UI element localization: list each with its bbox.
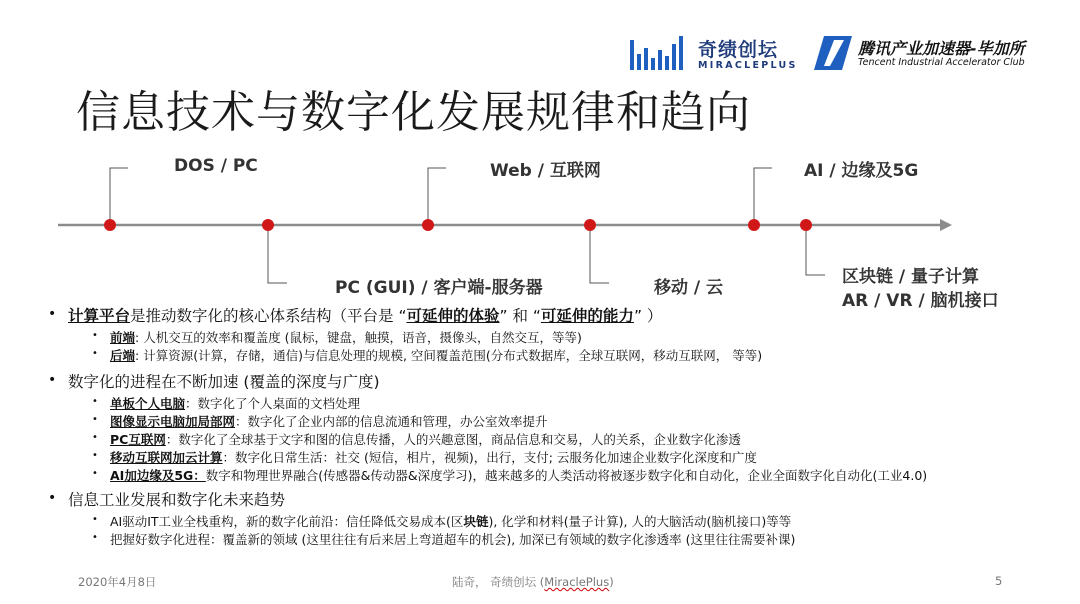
miracleplus-logo-en: MIRACLEPLUS [698, 60, 798, 71]
bullet-computing-platform: 计算平台是推动数字化的核心体系结构（平台是 “可延伸的体验” 和 “可延伸的能力” ） [68, 307, 663, 325]
timeline-dot [584, 219, 596, 231]
sub-bullet-ai-edge-5g: AI加边缘及5G：数字和物理世界融合(传感器&传动器&深度学习)，越来越多的人类活动将被逐步数字化和自动化，企业全面数字化自动化(工业4.0) [110, 468, 928, 483]
bullet-future-trends: 信息工业发展和数字化未来趋势 [68, 491, 286, 509]
sub-bullet-dot: • [92, 396, 98, 407]
timeline-label-pc-gui: PC (GUI) / 客户端-服务器 [335, 278, 543, 298]
sub-bullet-pc: 单板个人电脑：数字化了个人桌面的文档处理 [110, 396, 361, 411]
page-title: 信息技术与数字化发展规律和趋向 [76, 87, 751, 138]
sub-bullet-dot: • [92, 514, 98, 525]
sub-bullet-ai-driven: AI驱动IT工业全栈重构，新的数字化前沿：信任降低交易成本(区块链), 化学和材料(量子计算), 人的大脑活动(脑机接口)等等 [110, 514, 792, 529]
sub-bullet-mobile-cloud: 移动互联网加云计算：数字化日常生活：社交 (短信，相片，视频)，出行，支付; 云服务化加速企业数字化深度和广度 [110, 450, 757, 465]
sub-bullet-dot: • [92, 330, 98, 341]
sub-bullet-dot: • [92, 532, 98, 543]
sub-bullet-lan: 图像显示电脑加局部网：数字化了企业内部的信息流通和管理，办公室效率提升 [110, 414, 548, 429]
bullet-dot: • [48, 490, 57, 506]
miracleplus-logo-cn: 奇绩创坛 [698, 39, 779, 61]
sub-bullet-frontend: 前端: 人机交互的效率和覆盖度 (鼠标，键盘，触摸，语音，摄像头，自然交互，等等) [110, 330, 582, 345]
bracket-dos [110, 168, 128, 225]
timeline-dot [104, 219, 116, 231]
bracket-pc-gui [268, 225, 287, 283]
timeline [0, 0, 1080, 300]
sub-bullet-dot: • [92, 414, 98, 425]
bullet-digitization-progress: 数字化的进程在不断加速 (覆盖的深度与广度) [68, 373, 380, 391]
timeline-label-web: Web / 互联网 [490, 161, 601, 181]
timeline-label-ar-vr: AR / VR / 脑机接口 [842, 291, 999, 311]
sub-bullet-dot: • [92, 468, 98, 479]
timeline-dot [262, 219, 274, 231]
sub-bullet-grasp-progress: 把握好数字化进程：覆盖新的领域 (这里往往有后来居上弯道超车的机会), 加深已有领域的数字化渗透率 (这里往往需要补课) [110, 532, 796, 547]
bracket-ai [754, 168, 772, 225]
bracket-mobile [590, 225, 609, 283]
timeline-label-dos-pc: DOS / PC [174, 156, 258, 176]
timeline-dot [800, 219, 812, 231]
footer-date: 2020年4月8日 [78, 575, 157, 589]
sub-bullet-pc-internet: PC互联网：数字化了全球基于文字和图的信息传播，人的兴趣意图，商品信息和交易，人的关系，企业数字化渗透 [110, 432, 741, 447]
sub-bullet-dot: • [92, 450, 98, 461]
page-number: 5 [995, 574, 1003, 588]
timeline-label-blockchain: 区块链 / 量子计算 [842, 267, 980, 287]
bracket-web [428, 168, 446, 225]
timeline-label-mobile-cloud: 移动 / 云 [654, 278, 724, 298]
bullet-dot: • [48, 306, 57, 322]
timeline-label-ai: AI / 边缘及5G [804, 161, 919, 181]
tencent-logo-en: Tencent Industrial Accelerator Club [858, 57, 1025, 68]
footer-author: 陆奇， 奇绩创坛 (MiraclePlus) [452, 575, 614, 589]
timeline-arrow-icon [940, 219, 952, 231]
tencent-logo-cn: 腾讯产业加速器-毕加所 [858, 39, 1025, 58]
sub-bullet-dot: • [92, 432, 98, 443]
timeline-dot [748, 219, 760, 231]
sub-bullet-backend: 后端: 计算资源(计算，存储，通信)与信息处理的规模, 空间覆盖范围(分布式数据库，全球互联网，移动互联网， 等等) [110, 348, 763, 363]
bracket-blockchain [806, 225, 825, 275]
timeline-dot [422, 219, 434, 231]
sub-bullet-dot: • [92, 348, 98, 359]
bullet-dot: • [48, 372, 57, 388]
